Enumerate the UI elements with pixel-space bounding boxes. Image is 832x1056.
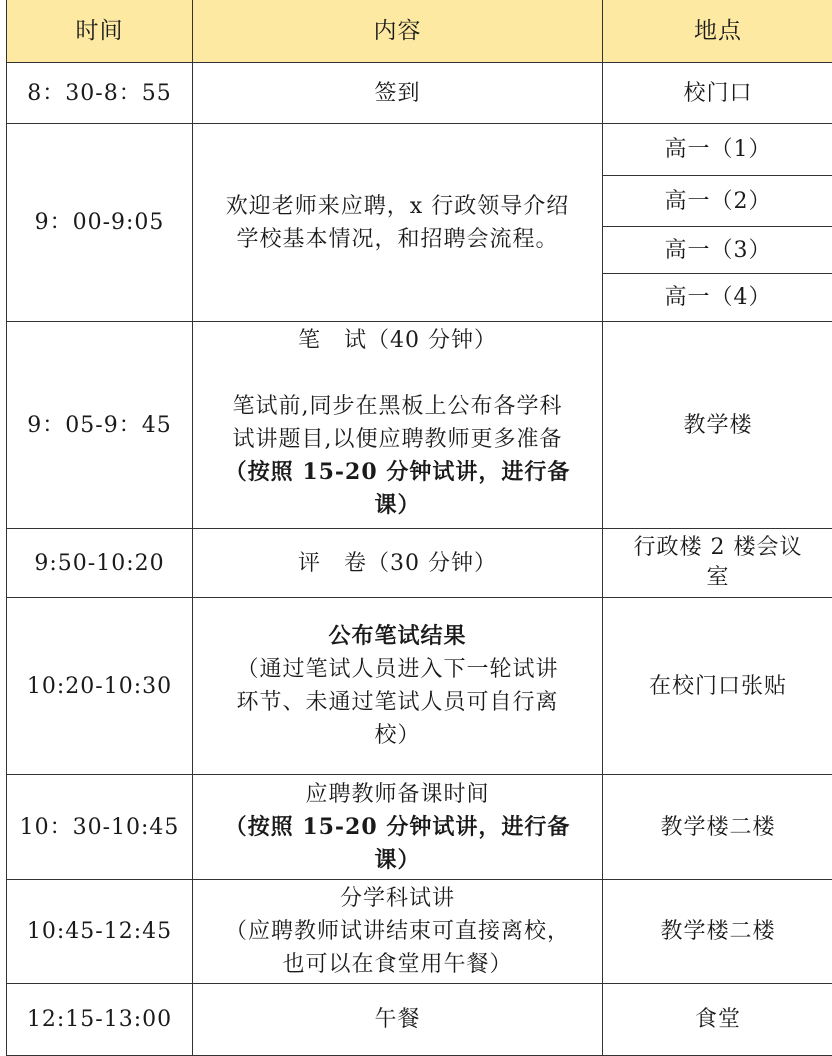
time-cell: 9:50-10:20 <box>7 529 193 598</box>
time-cell: 9：05-9：45 <box>7 322 193 529</box>
content-cell <box>193 775 603 880</box>
time-cell: 10:45-12:45 <box>7 880 193 984</box>
location-cell: 教学楼 <box>603 322 832 529</box>
header-time: 时间 <box>7 0 193 63</box>
schedule-table <box>6 0 832 1056</box>
location-cell <box>603 529 832 598</box>
location-cell: 教学楼二楼 <box>603 775 832 880</box>
content-line: （应聘教师试讲结束可直接离校， <box>224 919 570 944</box>
location-cell: 高一（3） <box>603 227 832 274</box>
time-cell: 10:20-10:30 <box>7 598 193 775</box>
time-cell: 9：00-9:05 <box>7 124 193 322</box>
time-cell: 12:15-13:00 <box>7 984 193 1056</box>
location-cell: 高一（2） <box>603 176 832 227</box>
location-cell: 食堂 <box>603 984 832 1056</box>
content-line: 环节、未通过笔试人员可自行离 <box>236 690 559 715</box>
location-cell: 在校门口张贴 <box>603 598 832 775</box>
location-cell: 高一（1） <box>603 124 832 176</box>
content-cell: 评 卷（30 分钟） <box>193 529 603 598</box>
header-content: 内容 <box>193 0 603 63</box>
content-cell: 午餐 <box>193 984 603 1056</box>
content-bold-line: 课） <box>374 846 421 873</box>
location-cell: 教学楼二楼 <box>603 880 832 984</box>
content-line: 学校基本情况，和招聘会流程。 <box>236 226 559 252</box>
content-line: 校） <box>374 723 421 748</box>
content-cell <box>193 124 603 322</box>
content-line: 欢迎老师来应聘，x 行政领导介绍 <box>225 193 570 219</box>
content-title: 分学科试讲 <box>339 886 455 911</box>
content-cell <box>193 880 603 984</box>
content-bold-line: （按照 15-20 分钟试讲，进行备 <box>224 459 571 485</box>
content-bold-line: （按照 15-20 分钟试讲，进行备 <box>224 813 571 840</box>
header-location: 地点 <box>603 0 832 63</box>
content-cell <box>193 322 603 529</box>
content-title: 公布笔试结果 <box>328 623 467 649</box>
location-line: 室 <box>706 565 730 590</box>
location-cell: 校门口 <box>603 63 832 124</box>
content-line: 试讲题目,以便应聘教师更多准备 <box>232 427 563 452</box>
time-cell: 8：30-8：55 <box>7 63 193 124</box>
content-line: （通过笔试人员进入下一轮试讲 <box>236 657 559 682</box>
content-line: 也可以在食堂用午餐） <box>282 952 513 977</box>
time-cell: 10：30-10:45 <box>7 775 193 880</box>
content-cell <box>193 598 603 775</box>
content-title: 笔 试（40 分钟） <box>298 328 497 353</box>
content-cell: 签到 <box>193 63 603 124</box>
location-cell: 高一（4） <box>603 274 832 322</box>
location-line: 行政楼 2 楼会议 <box>633 535 803 560</box>
content-title: 应聘教师备课时间 <box>305 781 490 807</box>
content-line: 笔试前,同步在黑板上公布各学科 <box>232 394 563 419</box>
content-bold-line: 课） <box>374 492 421 518</box>
